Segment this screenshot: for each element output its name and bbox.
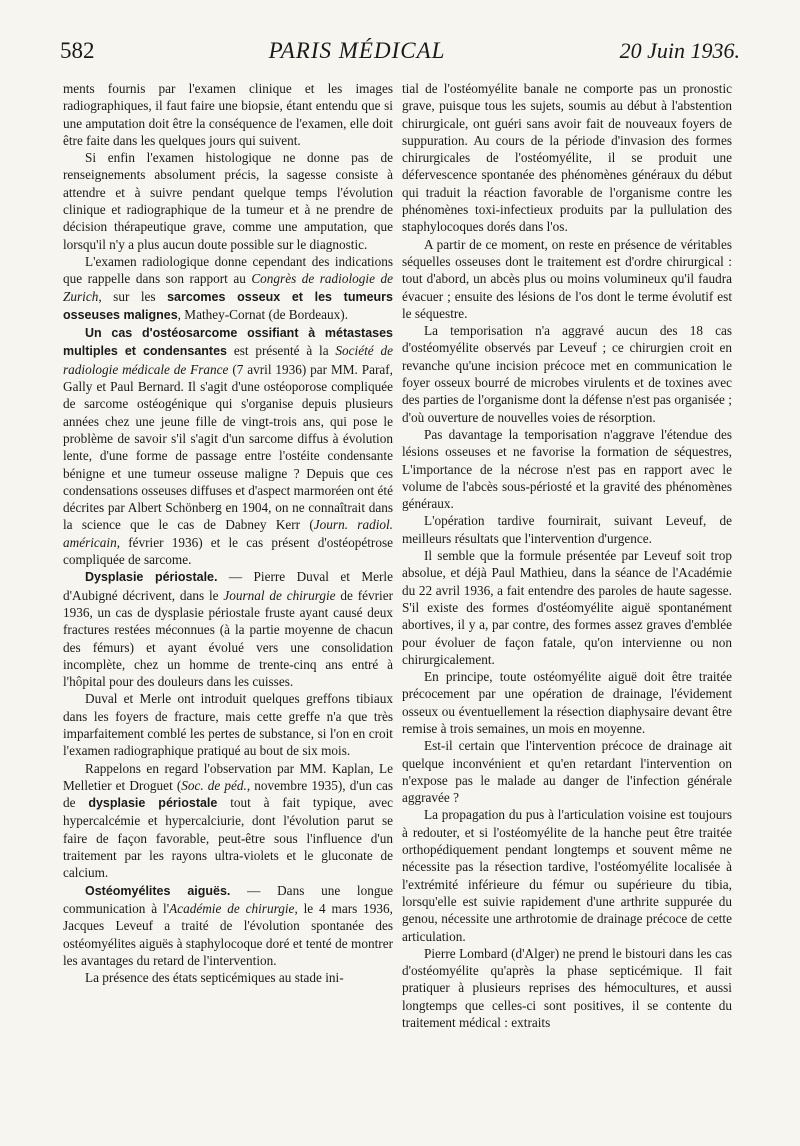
- paragraph: tial de l'ostéomyélite banale ne comporte pas un pronostic grave, puisque tous les sujets, soumis au début à l'abstention chirurgicale, ont guéri sans avoir fait de nouveaux foyers de suppuration. Au cours de la période d'invasion des formes chirurgicales de l'ostéomyélite, il se produit une défervescence spontanée des phénomènes généraux du début qui traduit la réaction favorable de l'organisme contre les phénomènes toxi-infectieux produits par la pullulation des staphylocoques dorés dans l'os.: [402, 81, 732, 235]
- paragraph: Si enfin l'examen histologique ne donne pas de renseignements absolument précis, la sagesse consiste à attendre et à suivre pendant quelque temps l'évolution clinique et radiographique de la tumeur et à ne prendre de décision thérapeutique grave, comme une amputation, que lorsqu'il n'y a plus aucun doute possible sur le diagnostic.: [63, 150, 393, 252]
- paragraph: ments fournis par l'examen clinique et les images radiographiques, il faut faire une biopsie, étant entendu que si une amputation doit être la conséquence de l'examen, elle doit être faite dans les quelques jours qui suivent.: [63, 81, 393, 148]
- paragraph: L'opération tardive fournirait, suivant Leveuf, de meilleurs résultats que l'intervention d'urgence.: [402, 513, 732, 546]
- paragraph: A partir de ce moment, on reste en présence de véritables séquelles osseuses dont le traitement est d'ordre chirurgical : tout d'abord, un abcès plus ou moins volumineux qu'il faudra évacuer ; ensuite des lésions de l'os dont le terme évolutif est le séquestre.: [402, 236, 732, 321]
- right-column: [402, 80, 732, 1031]
- journal-title: PARIS MÉDICAL: [268, 38, 446, 63]
- paragraph: La propagation du pus à l'articulation voisine est toujours à redouter, et si l'ostéomyélite de la hanche peut être traitée orthopédiquement pendant longtemps et souvent même ne nécessite pas la résection tardive, l'ostéomyélite localisée à l'extrémité inférieure du fémur ou supérieure du tibia, lorsqu'elle est suivie rapidement d'une arthrite suppurée du genou, nécessite une arthrotomie de drainage précoce de cette articulation.: [402, 807, 732, 944]
- paragraph: Pas davantage la temporisation n'aggrave l'étendue des lésions osseuses et ne favorise la formation de séquestres, L'importance de la nécrose n'est pas en rapport avec le volume de l'abcès sous-périosté et la gravité des phénomènes généraux.: [402, 426, 732, 512]
- paragraph: En principe, toute ostéomyélite aiguë doit être traitée précocement par une opération de drainage, l'évidement osseux ou éventuellement la résection diaphysaire devant être remise à trois semaines, un mois en moyenne.: [402, 669, 732, 736]
- paragraph: Dysplasie périostale. — Pierre Duval et Merle d'Aubigné décrivent, dans le Journal de chirurgie de février 1936, un cas de dysplasie périostale fruste ayant causé deux fractures restées méconnues (à la partie moyenne de chacun des fémurs) et ayant évolué vers une consolidation incomplète, chez un homme de trente-cinq ans entré à l'hôpital pour des douleurs dans les cuisses.: [63, 569, 394, 690]
- paragraph: La présence des états septicémiques au stade ini-: [85, 970, 344, 986]
- paragraph: Ostéomyélites aiguës. — Dans une longue communication à l'Académie de chirurgie, le 4 mars 1936, Jacques Leveuf a traité de l'évolution spontanée des ostéomyélites aiguës à staphylocoque doré et tenté de montrer les avantages du retard de l'intervention.: [63, 882, 393, 968]
- left-column: [63, 80, 393, 986]
- issue-date: 20 Juin 1936.: [619, 38, 740, 63]
- paragraph: Pierre Lombard (d'Alger) ne prend le bistouri dans les cas d'ostéomyélite qu'après la phase septicémique. Il fait pratiquer à plusieurs reprises des hémocultures, et aussi longtemps que celles-ci sont positives, il se contente du traitement médical : extraits: [402, 945, 732, 1031]
- paragraph: Un cas d'ostéosarcome ossifiant à métastases multiples et condensantes est présenté à la Société de radiologie médicale de France (7 avril 1936) par MM. Paraf, Gally et Paul Bernard. Il s'agit d'une ostéoporose compliquée de sarcome ostéogénique qui s'organise depuis plusieurs années chez une jeune fille de vingt-trois ans, qui pose le problème de savoir s'il s'agit d'un sarcome diffus à évolution lente, d'une forme de passage entre l'ostéite condensante bénigne et une tumeur osseuse maligne ? Depuis que ces condensations osseuses diffuses et d'aspect marmoréen ont été décrites par Albert Schönberg en 1904, on ne connaîtrait dans la science que le cas de Dabney Kerr (Journ. radiol. américain, février 1936) et le cas présent d'ostéopétrose compliquée de sarcome.: [63, 326, 394, 568]
- paragraph: Rappelons en regard l'observation par MM. Kaplan, Le Melletier et Droguet (Soc. de péd., novembre 1935), d'un cas de dysplasie périostale tout à fait typique, avec hypercalcémie et hypercalciurie, dont l'évolution parut se faire de façon favorable, peut-être sous l'influence d'un traitement par les rayons ultra-violets et le gluconate de calcium.: [63, 760, 393, 881]
- page-number: 582: [60, 38, 95, 63]
- paragraph: Il semble que la formule présentée par Leveuf soit trop absolue, et déjà Paul Mathieu, dans la séance de l'Académie du 22 avril 1936, a fait entendre des paroles de haute sagesse. S'il existe des formes d'ostéomyélite aiguë spontanément abortives, il y a, par contre, des formes assez graves d'emblée pour évoluer de façon fatale, qu'on intervienne ou non chirurgicalement.: [402, 548, 732, 667]
- paragraph: La temporisation n'a aggravé aucun des 18 cas d'ostéomyélite observés par Leveuf ; ce chirurgien croit en revanche qu'une incision précoce met en communication le foyer osseux bourré de microbes virulents et de toxines avec des parties de l'organisme dont la défense n'est pas organisée ; d'où ouverture de nouvelles voies de résorption.: [402, 323, 732, 425]
- paragraph: L'examen radiologique donne cependant des indications que rappelle dans son rapport au Congrès de radiologie de Zurich, sur les sarcomes osseux et les tumeurs osseuses malignes, Mathey-Cornat (de Bordeaux).: [63, 253, 394, 322]
- paragraph: Duval et Merle ont introduit quelques greffons tibiaux dans les foyers de fracture, mais cette greffe n'a que très imparfaitement comblé les pertes de substance, si l'on en croit l'examen radiographique pratiqué au bout de six mois.: [63, 691, 393, 759]
- page-header: [60, 38, 740, 74]
- paragraph: Est-il certain que l'intervention précoce de drainage ait quelque inconvénient et qu'en retardant l'intervention on n'expose pas le malade au danger de l'infection générale aggravée ?: [402, 738, 732, 806]
